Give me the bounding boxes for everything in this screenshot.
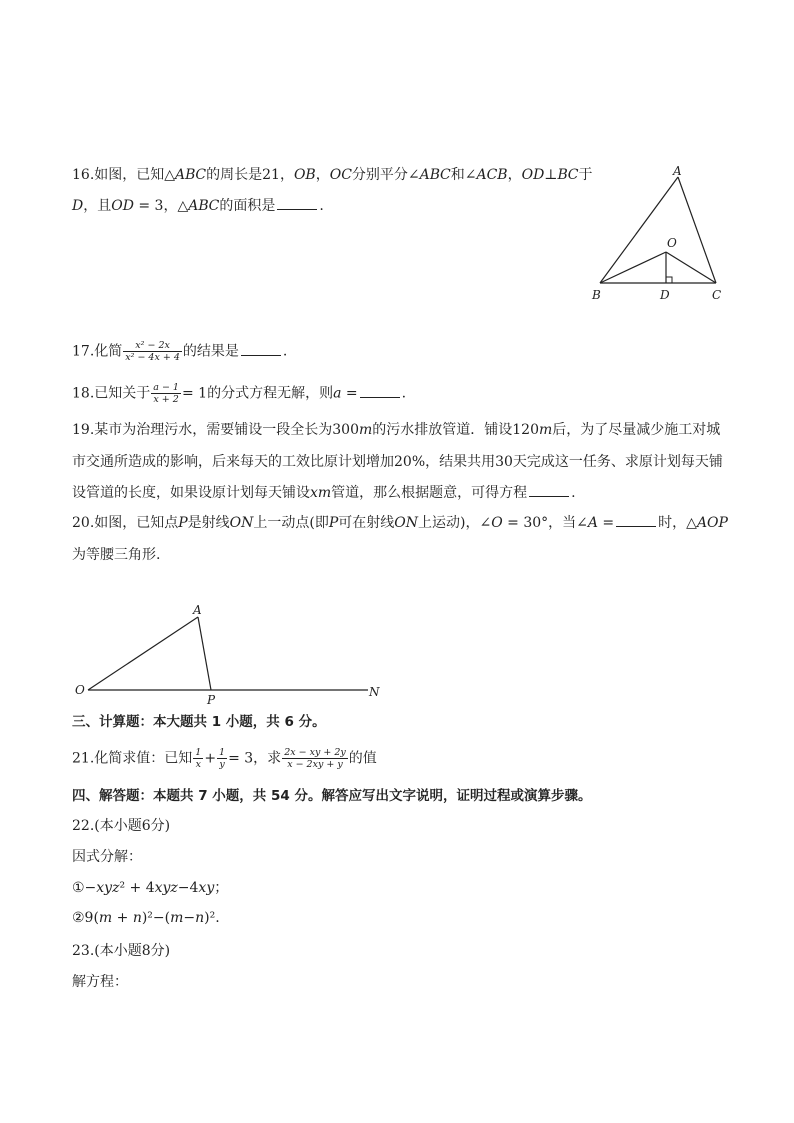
- q18-line: [72, 382, 406, 405]
- q21-f2-den: y: [219, 759, 225, 770]
- q21-f2-num: 1: [219, 747, 226, 758]
- label-a: A: [193, 603, 202, 617]
- q23-title: 23.(本小题8分): [72, 943, 171, 959]
- label-b: B: [592, 288, 601, 302]
- q22-instruction: 因式分解：: [72, 849, 142, 865]
- q18-end: .: [401, 385, 407, 402]
- q21-fraction-2: [217, 747, 227, 770]
- answer-blank-19: [529, 484, 569, 497]
- q23-instruction: 解方程：: [72, 974, 128, 990]
- q20-line1: [72, 513, 728, 533]
- section-4-heading: 四、解答题：本题共 7 小题，共 54 分。解答应写出文字说明，证明过程或演算步骤。: [72, 788, 592, 804]
- q21-f3-den: x − 2xy + y: [287, 759, 343, 770]
- q19-line3-text: 设管道的长度，如果设原计划每天铺设𝑥𝑚管道，那么根据题意，可得方程: [72, 485, 528, 501]
- q18-fraction: [151, 382, 181, 405]
- q21-fraction-3: [282, 747, 348, 770]
- q21-f3-num: 2x − xy + 2y: [284, 747, 346, 758]
- section-3-heading: 三、计算题：本大题共 1 小题，共 6 分。: [72, 714, 326, 730]
- q17-prefix: 17.化简: [72, 343, 123, 360]
- label-o: O: [667, 236, 677, 250]
- q19-line2: 市交通所造成的影响，后来每天的工效比原计划增加20%，结果共用30天完成这一任务、求原计划每天铺: [72, 454, 723, 470]
- answer-blank-16: [277, 197, 317, 210]
- q21-fraction-1: [193, 747, 203, 770]
- q17-line: [72, 340, 287, 363]
- label-n: N: [369, 685, 380, 699]
- triangle-abc-figure: [580, 160, 730, 310]
- q18-numerator: a − 1: [153, 382, 179, 393]
- q22-item-1: ①−𝑥𝑦𝑧² + 4𝑥𝑦𝑧−4𝑥𝑦；: [72, 880, 229, 896]
- segment-ap: [198, 617, 211, 690]
- answer-blank-20: [616, 514, 656, 527]
- q21-f1-den: x: [195, 759, 201, 770]
- q16-line2: [72, 196, 324, 216]
- q18-mid: = 1的分式方程无解，则𝑎 =: [181, 385, 358, 402]
- q17-end: .: [282, 343, 288, 360]
- q20-line1-end: 时，△𝐴𝑂𝑃: [658, 515, 728, 531]
- ray-on-figure: [70, 600, 390, 710]
- answer-blank-17: [241, 343, 281, 356]
- q18-denominator: x + 2: [153, 394, 179, 405]
- q21-f1-num: 1: [195, 747, 202, 758]
- q22-item-2: ②9(𝑚 + 𝑛)²−(𝑚−𝑛)².: [72, 910, 220, 926]
- q17-fraction: [123, 340, 182, 363]
- label-o: O: [75, 683, 85, 697]
- q17-denominator: x² − 4x + 4: [125, 352, 180, 363]
- q21-line: [72, 747, 377, 770]
- right-angle-mark: [666, 277, 672, 283]
- label-c: C: [712, 288, 722, 302]
- q22-title: 22.(本小题6分): [72, 818, 171, 834]
- q21-prefix: 21.化简求值：已知: [72, 750, 193, 767]
- q21-mid: = 3，求: [228, 750, 282, 767]
- q16-line2-end: .: [319, 198, 324, 214]
- q16-line2-text: 𝐷，且𝑂𝐷 = 3，△𝐴𝐵𝐶的面积是: [72, 198, 276, 214]
- segment-oa: [88, 617, 198, 690]
- segment-ac: [678, 177, 716, 283]
- label-p: P: [207, 693, 216, 707]
- q19-line1: 19.某市为治理污水，需要铺设一段全长为300𝑚的污水排放管道．铺设120𝑚后，为了尽量减少施工对城: [72, 422, 721, 438]
- q18-prefix: 18.已知关于: [72, 385, 151, 402]
- q21-plus: +: [204, 750, 217, 767]
- answer-blank-18: [360, 385, 400, 398]
- q17-suffix: 的结果是: [182, 343, 239, 360]
- label-d: D: [660, 288, 670, 302]
- q20-line2: 为等腰三角形.: [72, 547, 161, 563]
- q19-line3: [72, 483, 576, 503]
- segment-oc: [666, 252, 716, 283]
- q17-numerator: x² − 2x: [123, 340, 182, 352]
- q21-suffix: 的值: [348, 750, 377, 767]
- segment-ob: [600, 252, 666, 283]
- q19-line3-end: .: [571, 485, 576, 501]
- q20-line1-text: 20.如图，已知点𝑃是射线𝑂𝑁上一动点(即𝑃可在射线𝑂𝑁上运动)，∠𝑂 = 30°，当∠𝐴 =: [72, 515, 615, 531]
- label-a: A: [673, 164, 682, 178]
- q16-line1: 16.如图，已知△𝐴𝐵𝐶的周长是21，𝑂𝐵，𝑂𝐶分别平分∠𝐴𝐵𝐶和∠𝐴𝐶𝐵，𝑂𝐷⊥𝐵𝐶于: [72, 167, 593, 183]
